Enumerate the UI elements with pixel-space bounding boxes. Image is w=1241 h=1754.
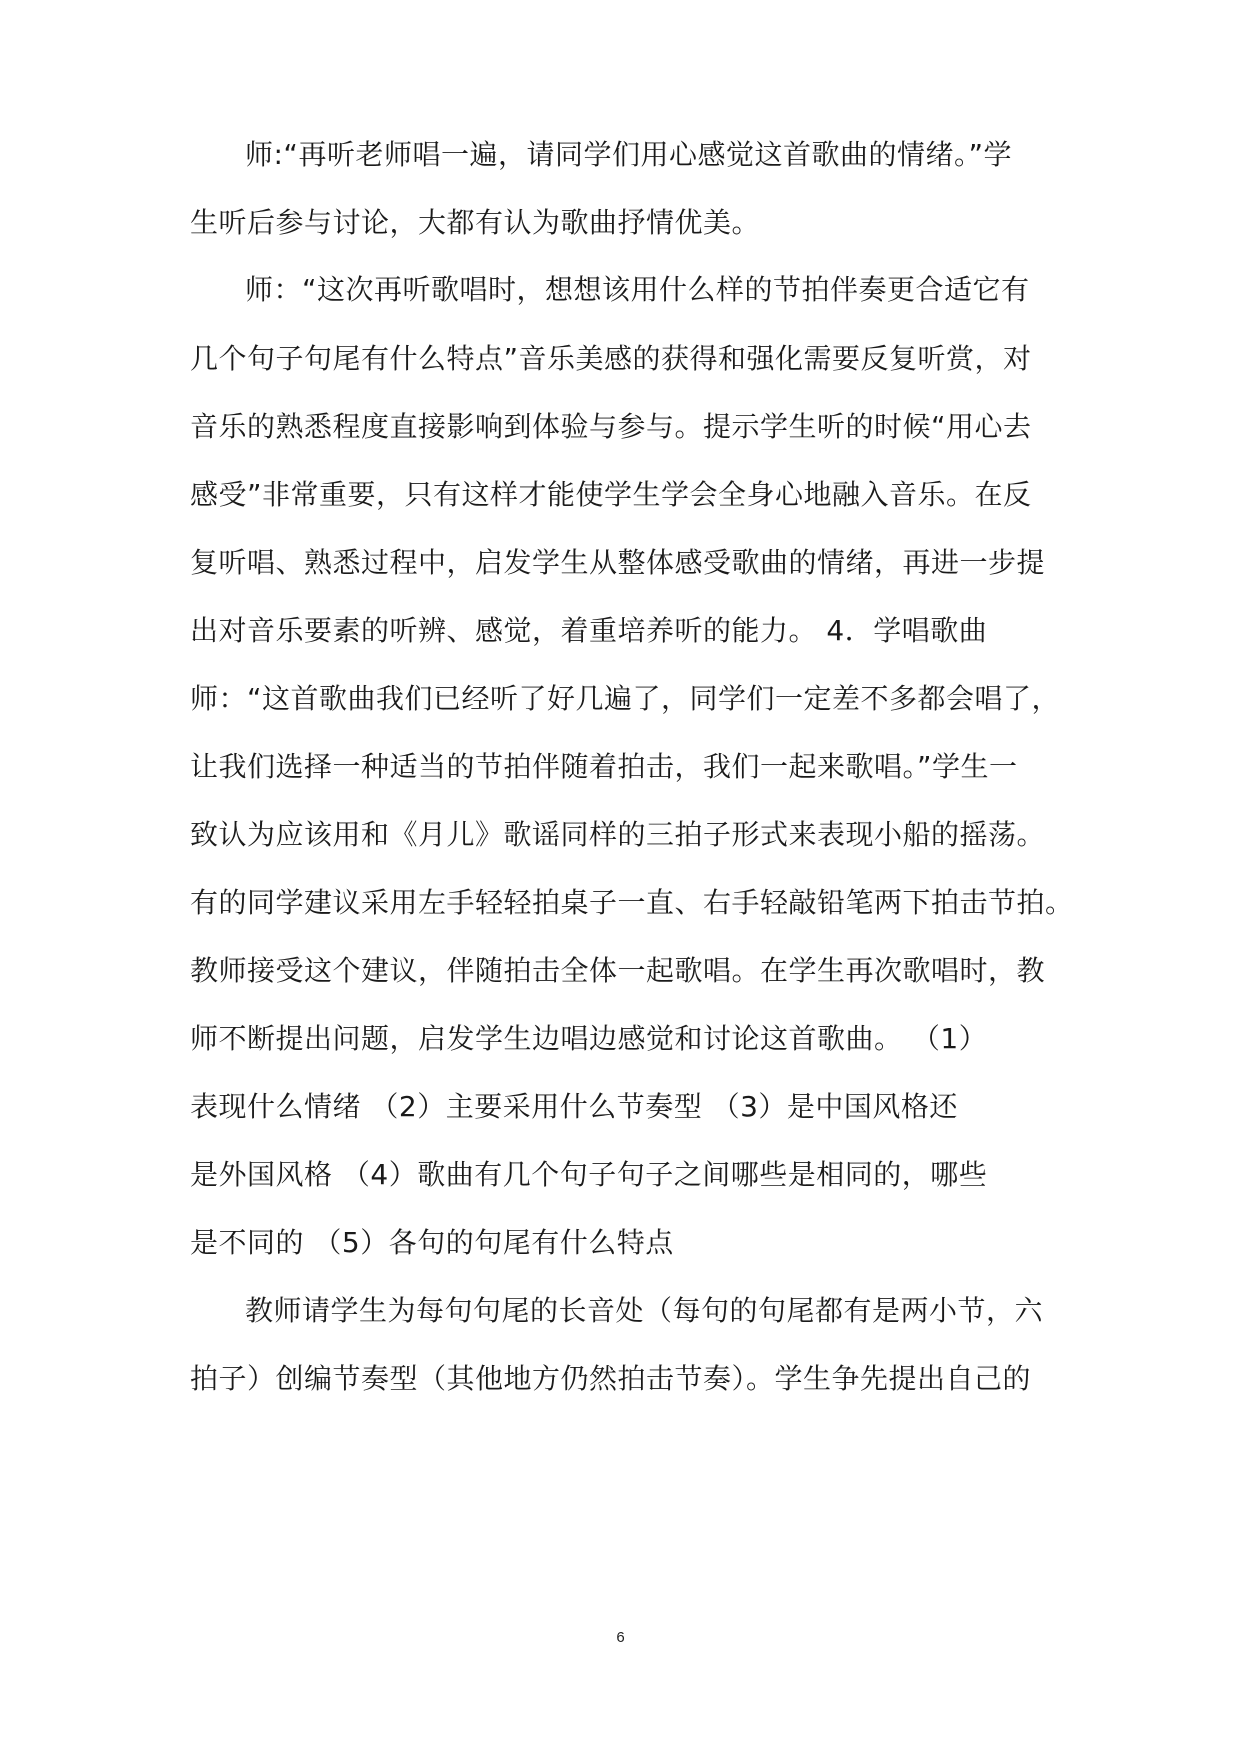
text-line: 感受”非常重要，只有这样才能使学生学会全身心地融入音乐。在反 — [190, 478, 1032, 511]
page-number: 6 — [616, 1629, 625, 1646]
text-line: 教师接受这个建议，伴随拍击全体一起歌唱。在学生再次歌唱时，教 — [190, 954, 1046, 987]
text-line: 让我们选择一种适当的节拍伴随着拍击，我们一起来歌唱。”学生一 — [190, 750, 1018, 783]
text-line: 有的同学建议采用左手轻轻拍桌子一直、右手轻敲铅笔两下拍击节拍。 — [190, 886, 1074, 919]
text-line: 师:“再听老师唱一遍，请同学们用心感觉这首歌曲的情绪。”学 — [245, 138, 1012, 171]
text-line: 是外国风格 （4）歌曲有几个句子句子之间哪些是相同的，哪些 — [190, 1158, 988, 1191]
text-line: 致认为应该用和《月儿》歌谣同样的三拍子形式来表现小船的摇荡。 — [190, 818, 1046, 851]
text-line: 拍子）创编节奏型（其他地方仍然拍击节奏）。学生争先提出自己的 — [190, 1362, 1032, 1395]
text-line: 复听唱、熟悉过程中，启发学生从整体感受歌曲的情绪，再进一步提 — [190, 546, 1046, 579]
text-line: 师：“这首歌曲我们已经听了好几遍了，同学们一定差不多都会唱了， — [190, 682, 1061, 715]
text-line: 师：“这次再听歌唱时，想想该用什么样的节拍伴奏更合适它有 — [245, 273, 1030, 306]
text-line: 音乐的熟悉程度直接影响到体验与参与。提示学生听的时候“用心去 — [190, 410, 1032, 443]
text-line: 师不断提出问题，启发学生边唱边感觉和讨论这首歌曲。 （1） — [190, 1022, 988, 1055]
text-line: 几个句子句尾有什么特点”音乐美感的获得和强化需要反复听赏，对 — [190, 342, 1032, 375]
text-line: 生听后参与讨论，大都有认为歌曲抒情优美。 — [190, 206, 761, 239]
text-line: 是不同的 （5）各句的句尾有什么特点 — [190, 1226, 674, 1259]
text-line: 教师请学生为每句句尾的长音处（每句的句尾都有是两小节，六 — [245, 1294, 1044, 1327]
text-line: 表现什么情绪 （2）主要采用什么节奏型 （3）是中国风格还 — [190, 1090, 958, 1123]
text-line: 出对音乐要素的听辨、感觉，着重培养听的能力。 4．学唱歌曲 — [190, 614, 988, 647]
